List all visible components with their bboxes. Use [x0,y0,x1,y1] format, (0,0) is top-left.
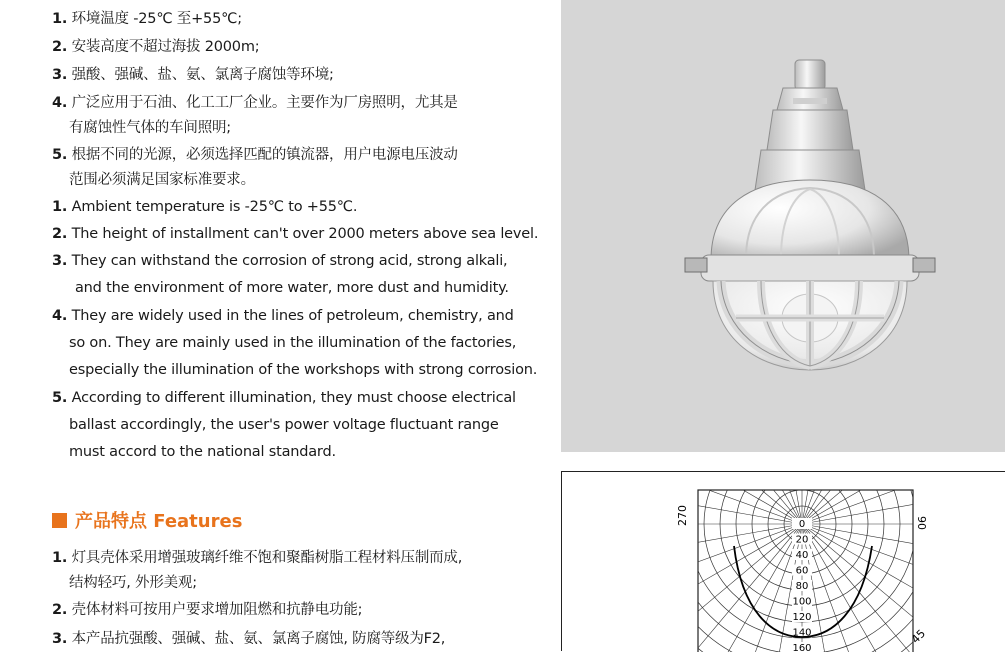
radial-label: 120 [792,612,812,623]
feature-1-cont: 结构轻巧, 外形美观; [69,575,197,591]
en-spec-3-cont: and the environment of more water, more dust and humidity. [75,280,509,296]
grid-ray [802,524,1005,613]
grid-ray [802,524,1005,569]
en-spec-5-cont2: must accord to the national standard. [69,444,336,460]
grid-ray [713,524,802,652]
product-photo [561,0,1005,452]
feature-1: 1. 灯具壳体采用增强玻璃纤维不饱和聚酯树脂工程材料压制而成, [52,550,463,566]
grid-ray [802,524,969,652]
grid-ray [635,472,802,524]
grid-ray [672,472,802,524]
grid-ray [802,472,1001,524]
grid-ray [562,524,802,613]
cn-spec-4-cont: 有腐蚀性气体的车间照明; [69,120,231,136]
cn-spec-5: 5. 根据不同的光源，必须选择匹配的镇流器，用户电源电压波动 [52,147,458,163]
features-heading: 产品特点 Features [52,511,242,533]
grid-ray [603,472,802,524]
grid-ray [802,472,1005,524]
angle-label-270: 270 [676,505,689,526]
en-spec-4: 4. They are widely used in the lines of petroleum, chemistry, and [52,308,514,324]
polar-grid [562,472,1005,652]
radial-labels [792,518,812,652]
en-spec-4-cont1: so on. They are mainly used in the illumination of the factories, [69,335,517,351]
en-spec-1: 1. Ambient temperature is -25℃ to +55℃. [52,199,358,215]
radial-label: 100 [792,596,812,608]
grid-ray [577,472,802,524]
light-distribution-diagram [561,471,1005,651]
radial-label: 40 [795,550,809,561]
radial-label: 60 [795,565,809,577]
cn-spec-4: 4. 广泛应用于石油、化工工厂企业。主要作为厂房照明，尤其是 [52,95,458,111]
angle-label-90: 90 [915,516,928,530]
grid-ray [802,524,1001,652]
grid-ray [802,472,1005,524]
en-spec-5-cont1: ballast accordingly, the user's power voltage fluctuant range [69,417,499,433]
en-spec-5: 5. According to different illumination, they must choose electrical [52,390,516,406]
grid-ray [802,472,969,524]
en-spec-4-cont2: especially the illumination of the workshops with strong corrosion. [69,362,538,378]
radial-label: 80 [795,581,809,592]
radial-label: 140 [792,627,812,639]
grid-ray [802,524,891,652]
grid-ray [562,524,802,569]
en-spec-3: 3. They can withstand the corrosion of strong acid, strong alkali, [52,253,508,269]
radial-label: 160 [792,643,812,652]
radial-label: 20 [795,534,809,546]
heading-square-icon [52,513,67,528]
cn-spec-1: 1. 环境温度 -25℃ 至+55℃; [52,11,242,27]
explosion-proof-lamp-image [561,0,1005,452]
grid-ray [802,479,1005,524]
cn-spec-5-cont: 范围必须满足国家标准要求。 [69,172,255,188]
grid-ray [635,524,802,652]
feature-2: 2. 壳体材料可按用户要求增加阻燃和抗静电功能; [52,602,363,618]
cn-spec-3: 3. 强酸、强碱、盐、氨、氯离子腐蚀等环境; [52,67,334,83]
en-spec-2: 2. The height of installment can't over 2000 meters above sea level. [52,226,539,242]
grid-ray [603,524,802,652]
feature-3: 3. 本产品抗强酸、强碱、盐、氨、氯离子腐蚀, 防腐等级为F2, [52,631,446,647]
grid-ray [802,524,1005,652]
radial-label: 0 [798,519,806,530]
angle-label-45: 45 [908,627,929,647]
polar-diagram-svg [562,472,1005,652]
cn-spec-2: 2. 安装高度不超过海拔 2000m; [52,39,260,55]
